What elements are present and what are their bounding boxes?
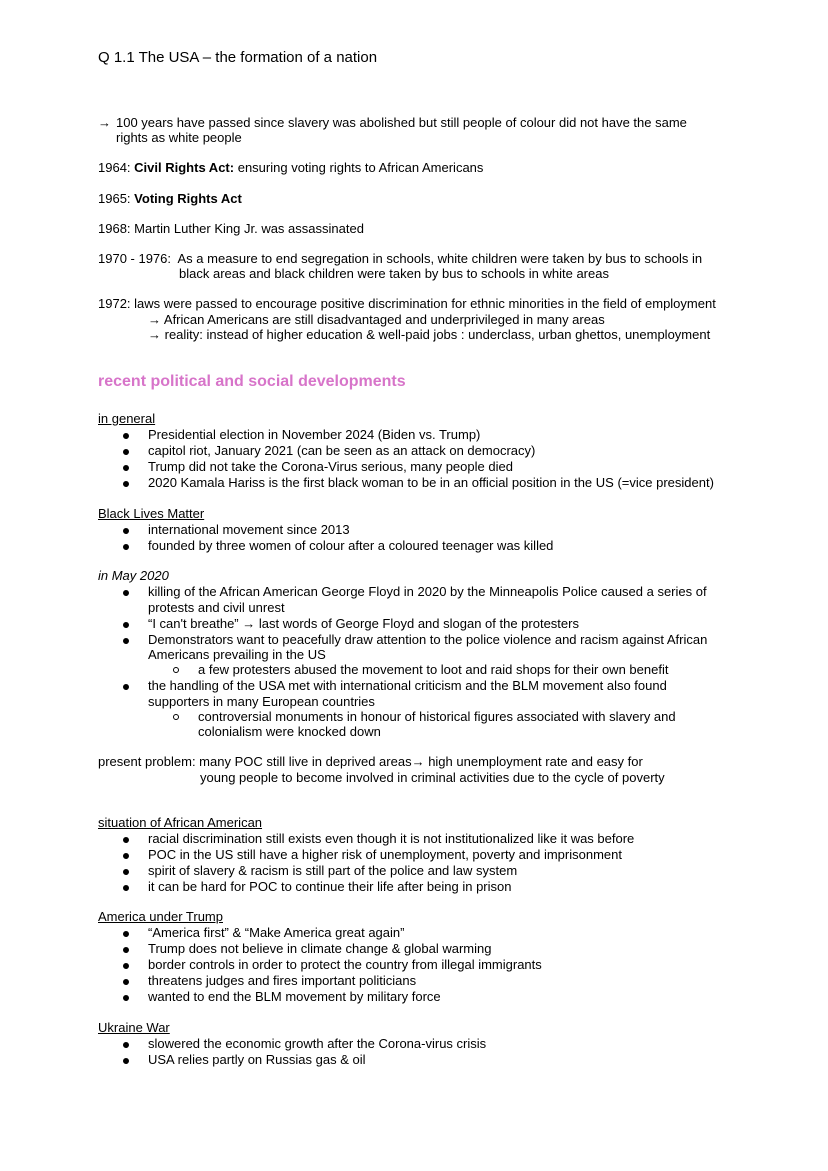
timeline-1970-line-2: black areas and black children were taken by bus to schools in white areas	[179, 266, 609, 281]
year-1964: 1964:	[98, 160, 131, 175]
list-item: “America first” & “Make America great again”	[148, 925, 405, 940]
in-general-heading: in general	[98, 411, 156, 426]
list-item: wanted to end the BLM movement by military force	[148, 989, 441, 1004]
bullet-icon	[123, 963, 129, 969]
bullet-icon	[123, 885, 129, 891]
sub-list-item: a few protesters abused the movement to loot and raid shops for their own benefit	[198, 662, 669, 677]
bullet-icon	[123, 947, 129, 953]
bullet-icon	[123, 1042, 129, 1048]
bullet-icon	[123, 1058, 129, 1064]
list-item: Presidential election in November 2024 (Biden vs. Trump)	[148, 427, 481, 442]
list-item: border controls in order to protect the country from illegal immigrants	[148, 957, 542, 972]
list-item: founded by three women of colour after a coloured teenager was killed	[148, 538, 554, 553]
sub-bullet-icon	[173, 714, 179, 720]
intro-line-1: 100 years have passed since slavery was abolished but still people of colour did not have the same	[116, 115, 687, 130]
page-title: Q 1.1 The USA – the formation of a nation	[98, 49, 378, 66]
bullet-icon	[123, 837, 129, 843]
list-item-line: supporters in many European countries	[148, 694, 375, 709]
list-item: POC in the US still have a higher risk of unemployment, poverty and imprisonment	[148, 847, 622, 862]
timeline-1965	[98, 191, 242, 207]
list-item: slowered the economic growth after the Corona-virus crisis	[148, 1036, 487, 1051]
timeline-1972-sub-1: → African Americans are still disadvantaged and underprivileged in many areas	[148, 312, 605, 327]
list-item: Trump does not believe in climate change & global warming	[148, 941, 492, 956]
bullet-icon	[123, 638, 129, 644]
list-item-line: the handling of the USA met with international criticism and the BLM movement also found	[148, 678, 667, 693]
voting-rights-act: Voting Rights Act	[134, 191, 242, 206]
bullet-icon	[123, 684, 129, 690]
timeline-1964	[98, 160, 483, 176]
bullet-icon	[123, 995, 129, 1001]
timeline-1972-sub-2: → reality: instead of higher education & well-paid jobs : underclass, urban ghettos, unemployment	[148, 327, 711, 342]
timeline-1972: 1972: laws were passed to encourage positive discrimination for ethnic minorities in the field of employment	[98, 296, 716, 311]
list-item-line: killing of the African American George Floyd in 2020 by the Minneapolis Police caused a series of	[148, 584, 707, 599]
list-item: it can be hard for POC to continue their life after being in prison	[148, 879, 512, 894]
sub-bullet-icon	[173, 667, 179, 673]
list-item: international movement since 2013	[148, 522, 350, 537]
bullet-icon	[123, 449, 129, 455]
list-item: 2020 Kamala Hariss is the first black woman to be in an official position in the US (=vice president)	[148, 475, 714, 490]
timeline-1968: 1968: Martin Luther King Jr. was assassinated	[98, 221, 364, 236]
present-problem-line-2: young people to become involved in criminal activities due to the cycle of poverty	[200, 770, 665, 785]
bullet-icon	[123, 869, 129, 875]
list-item: threatens judges and fires important politicians	[148, 973, 417, 988]
sub-list-item-line: controversial monuments in honour of historical figures associated with slavery and	[198, 709, 676, 724]
blm-heading: Black Lives Matter	[98, 506, 205, 521]
intro-line-2: rights as white people	[116, 130, 242, 145]
bullet-icon	[123, 528, 129, 534]
bullet-icon	[123, 481, 129, 487]
list-item-line: Americans prevailing in the US	[148, 647, 326, 662]
list-item: spirit of slavery & racism is still part of the police and law system	[148, 863, 518, 878]
bullet-icon	[123, 979, 129, 985]
bullet-icon	[123, 622, 129, 628]
timeline-1970-line-1: 1970 - 1976: As a measure to end segregation in schools, white children were taken by bus to schools in	[98, 251, 703, 266]
bullet-icon	[123, 590, 129, 596]
trump-heading: America under Trump	[98, 909, 223, 924]
intro-arrow: →	[98, 115, 111, 130]
list-item-line: Demonstrators want to peacefully draw attention to the police violence and racism against African	[148, 632, 708, 647]
present-problem-line-1: present problem: many POC still live in deprived areas→ high unemployment rate and easy for	[98, 754, 643, 769]
bullet-icon	[123, 544, 129, 550]
list-item: USA relies partly on Russias gas & oil	[148, 1052, 366, 1067]
sub-list-item-line: colonialism were knocked down	[198, 724, 381, 739]
section-heading: recent political and social developments	[98, 373, 406, 390]
bullet-icon	[123, 853, 129, 859]
list-item: “I can't breathe” → last words of George Floyd and slogan of the protesters	[148, 616, 579, 631]
bullet-icon	[123, 931, 129, 937]
list-item: capitol riot, January 2021 (can be seen as an attack on democracy)	[148, 443, 536, 458]
ukraine-heading: Ukraine War	[98, 1020, 170, 1035]
situation-heading: situation of African American	[98, 815, 263, 830]
bullet-icon	[123, 433, 129, 439]
year-1965: 1965:	[98, 191, 131, 206]
list-item: racial discrimination still exists even though it is not institutionalized like it was before	[148, 831, 635, 846]
may-2020-heading: in May 2020	[98, 568, 169, 583]
civil-rights-act: Civil Rights Act:	[134, 160, 235, 175]
civil-rights-act-text: ensuring voting rights to African Americans	[237, 160, 484, 175]
bullet-icon	[123, 465, 129, 471]
list-item: Trump did not take the Corona-Virus serious, many people died	[148, 459, 513, 474]
list-item-line: protests and civil unrest	[148, 600, 285, 615]
